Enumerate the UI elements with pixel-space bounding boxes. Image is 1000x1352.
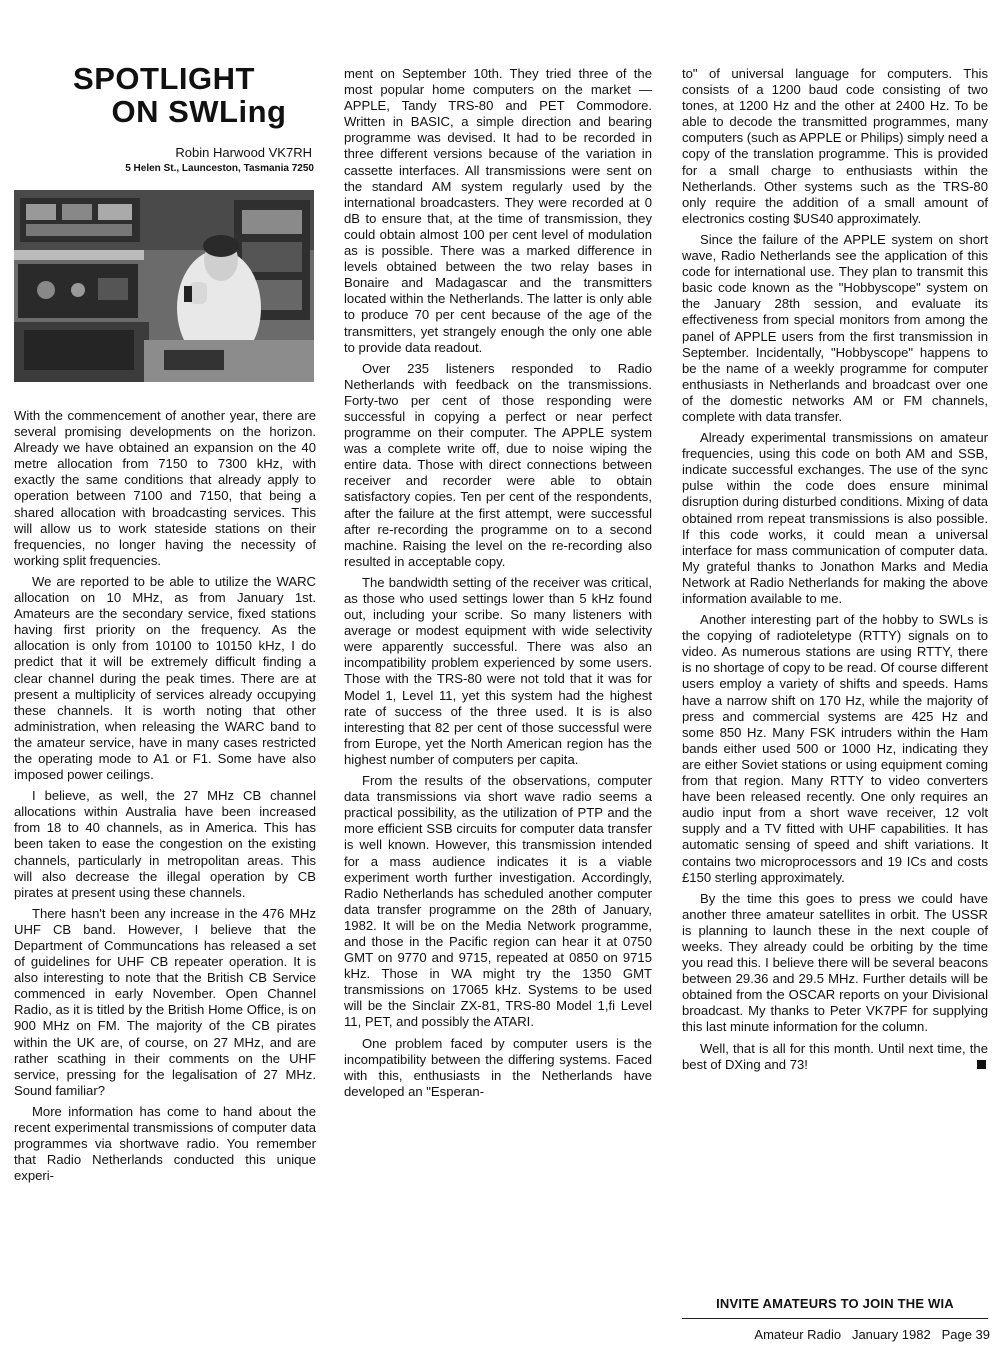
paragraph: to" of universal language for computers. This consists of a 1200 baud code consisting of two tones, at 1200 Hz and the other at 2400 Hz. To be able to decode the transmitted programmes, many computers (such as APPLE or Philips) simply need a copy of the translation programme. This is provided for a small charge to enthusiasts within the Netherlands. Other systems such as the TRS-80 only require the addition of a small amount of electronics costing $US40 approximately. xyxy=(682,66,988,226)
paragraph: Since the failure of the APPLE system on short wave, Radio Netherlands see the application of this code for international use. They plan to transmit this basic code known as the "Hobbyscope" system on the January 28th session, and evaluate its effectiveness from special monitors from among the panel of APPLE users from the first transmission in September. Incidentally, "Hobbyscope" happens to be the name of a weekly programme for computer enthusiasts in Netherlands and broadcast over one of the domestic networks AM or FM channels, complete with data transfer. xyxy=(682,231,988,424)
column-2 xyxy=(344,66,652,1105)
title-line-1: SPOTLIGHT xyxy=(73,61,255,96)
paragraph: With the commencement of another year, there are several promising developments on the horizon. Already we have obtained an expansion on the 40 metre allocation from 7150 to 7300 kHz, with exactly the same conditions that already apply to operation between 7100 and 7150, that being a shared allocation with broadcasting services. This will allow us to work stateside stations on their frequencies, no longer having the necessity of working split frequencies. xyxy=(14,408,316,568)
paragraph: There hasn't been any increase in the 476 MHz UHF CB band. However, I believe that the Department of Communcations has released a set of guidelines for UHF CB repeater operation. It is also interesting to note that the British CB Service commenced in early November. Open Channel Radio, as it is titled by the British Home Office, is on 900 MHz on FM. The majority of the CB pirates within the UK are, of course, on 27 MHz, and are rather scathing in their comments on the UHF service, pressing for the legalisation of 27 MHz. Sound familiar? xyxy=(14,905,316,1098)
author-photo xyxy=(14,190,314,382)
column-3 xyxy=(682,66,988,1078)
title-line-2: ON SWLing xyxy=(111,94,287,129)
radio-shack-photo-icon xyxy=(14,190,314,382)
page-footer: Amateur Radio January 1982 Page 39 xyxy=(754,1327,990,1342)
paragraph: We are reported to be able to utilize the WARC allocation on 10 MHz, as from January 1st. Amateurs are the secondary service, fixed stations having first priority on the frequency. As the allocation is only from 10100 to 10150 kHz, I do predict that it will be extremely difficult finding a clear channel during the peak times. There are at present a multiplicity of services already occupying these channels. It is worth noting that other administration, when releasing the WARC band to the amateur service, have in many cases restricted the operating mode to A1 or F1. Some have also imposed power ceilings. xyxy=(14,573,316,783)
author-byline: Robin Harwood VK7RH xyxy=(175,145,312,160)
column-1 xyxy=(14,408,316,1189)
end-mark-icon xyxy=(977,1060,986,1069)
paragraph: Already experimental transmissions on amateur frequencies, using this code on both AM and SSB, indicate successful exchanges. The use of the sync pulse within the code does ensure minimal disruption during disturbed conditions. Mixing of data obtained rrom repeat transmissions is also possible. If this code works, it could mean a universal interface for mass communication of computer data. My grateful thanks to Jonathon Marks and Media Network at Radio Netherlands for making the above information available to me. xyxy=(682,430,988,606)
paragraph: More information has come to hand about the recent experimental transmissions of computer data programmes via shortwave radio. You remember that Radio Netherlands conducted this unique experi- xyxy=(14,1103,316,1184)
closing-text: Well, that is all for this month. Until next time, the best of DXing and 73! xyxy=(682,1040,988,1072)
paragraph: I believe, as well, the 27 MHz CB channel allocations within Australia have been increased from 18 to 40 channels, as in America. This has been taken to ease the congestion on the existing channels, particularly in metropolitan areas. This will also decrease the illegal operation by CB pirates at present using these channels. xyxy=(14,788,316,900)
closing-paragraph xyxy=(682,1041,988,1073)
paragraph: By the time this goes to press we could have another three amateur satellites in orbit. The USSR is planning to launch these in the next couple of weeks. They already could be orbiting by the time you read this. I believe there will be several beacons between 29.36 and 29.5 MHz. Further details will be obtained from the OSCAR reports on your Divisional broadcast. My thanks to Peter VK7PF for supplying this last minute information for the column. xyxy=(682,890,988,1035)
wia-banner: INVITE AMATEURS TO JOIN THE WIA xyxy=(716,1296,954,1311)
article-title xyxy=(14,62,314,128)
author-address: 5 Helen St., Launceston, Tasmania 7250 xyxy=(125,163,314,174)
paragraph: ment on September 10th. They tried three of the most popular home computers on the market — APPLE, Tandy TRS-80 and PET Commodore. Written in BASIC, a simple direction and bearing programme was devised. It had to be recorded in three different versions because of the variation in cassette interfaces. All transmissions were sent on the standard AM system regularly used by the international broadcasters. They were recorded at 0 dB to ensure that, at the time of transmission, they could obtain almost 100 per cent level of modulation as is possible. There was a marked difference in levels obtained between the two relay bases in Bonaire and Madagascar and the transmitters located within the Netherlands. The latter is only able to produce 70 per cent because of the age of the transmitters, yet strangely enough the only one able to provide data readout. xyxy=(344,66,652,355)
paragraph: The bandwidth setting of the receiver was critical, as those who used settings lower than 5 kHz found out, including your scribe. So many listeners with average or modest equipment with wide selectivity were apparently successful. There was also an incompatibility problem experienced by some users. Those with the TRS-80 were not told that it was for Model 1, Level 11, yet this system had the highest rate of success of the three used. It is is also interesting that 82 per cent of those successful were from Europe, yet the North American region has the highest number of computers per capita. xyxy=(344,574,652,767)
paragraph: One problem faced by computer users is the incompatibility between the differing systems. Faced with this, enthusiasts in the Netherlands have developed an "Esperan- xyxy=(344,1035,652,1099)
paragraph: Over 235 listeners responded to Radio Netherlands with feedback on the transmissions. Forty-two per cent of those responding were successful in copying a perfect or near perfect programme on their computer. The APPLE system was a complete write off, due to noise wiping the entire data. Those with direct connections between receiver and recorder were able to obtain satisfactory copies. Ten per cent of the respondents, after the failure at the first attempt, were successful after re-recording the programme on to a second machine. Raising the level on the re-recording also resulted in acceptable copy. xyxy=(344,360,652,569)
divider xyxy=(682,1318,988,1319)
paragraph: From the results of the observations, computer data transmissions via short wave radio seems a practical possibility, as the utilization of PTP and the more efficient SSB circuits for computer data transfer is well known. However, this transmission intended for a mass audience indicates it is a viable experiment worth further investigation. Accordingly, Radio Netherlands has scheduled another computer data transfer programme on the 28th of January, 1982. It will be on the Media Network programme, and those in the Pacific region can hear it at 0750 GMT on 9770 and 9715, repeated at 0850 on 9715 kHz. Those in WA might try the 1350 GMT transmissions on 17065 kHz. Systems to be used will be the Sinclair ZX-81, TRS-80 Model 1,fi Level 11, PET, and possibly the ATARI. xyxy=(344,773,652,1030)
paragraph: Another interesting part of the hobby to SWLs is the copying of radioteletype (RTTY) signals on to video. As numerous stations are using RTTY, there is no shortage of copy to be read. Of course different users employ a variety of shifts and speeds. Hams have a narrow shift on 170 Hz, while the majority of press and commercial systems are 425 Hz and some 850 Hz. Many FSK intruders within the Ham bands either used 500 or 1000 Hz, indicating they are either Soviet stations or using equipment coming from that region. Many RTTY to video converters have been released recently. One only requires an audio input from a short wave receiver, 12 volt supply and a TV fitted with UHF capabilities. It has automatic sensing of speed and shift variations. It contains two microprocessors and 19 ICs and costs £150 sterling approximately. xyxy=(682,612,988,885)
